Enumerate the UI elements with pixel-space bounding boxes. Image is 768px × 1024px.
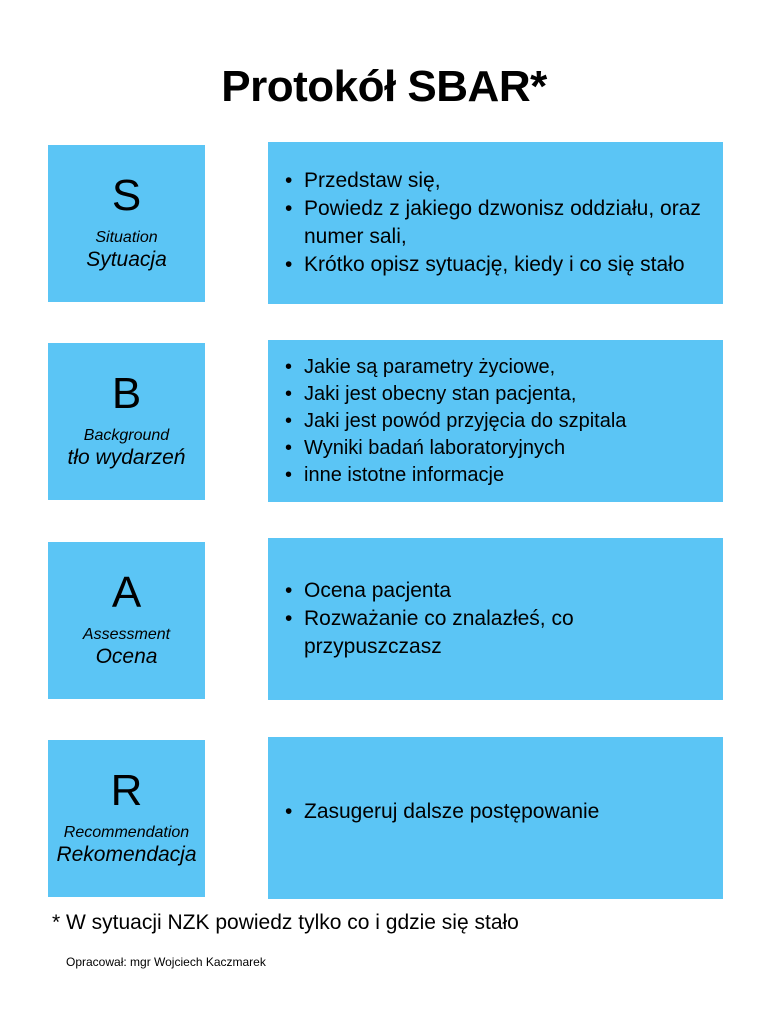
situation-list: [282, 167, 717, 279]
section-polish-label: Sytuacja: [86, 247, 167, 271]
list-item: • Zasugeruj dalsze postępowanie: [282, 798, 599, 826]
section-english-label: Recommendation: [63, 823, 190, 841]
page-title: Protokół SBAR*: [221, 62, 547, 111]
assessment-content-box: [268, 538, 723, 700]
section-polish-label: Rekomendacja: [56, 842, 197, 866]
list-item: • inne istotne informacje: [282, 462, 626, 489]
section-letter: S: [111, 170, 142, 220]
list-item: • Rozważanie co znalazłeś, co przypuszczasz: [282, 605, 717, 661]
assessment-letter-box: [48, 542, 205, 699]
list-item: • Jaki jest powód przyjęcia do szpitala: [282, 408, 626, 435]
list-item: • Krótko opisz sytuację, kiedy i co się stało: [282, 251, 717, 279]
section-letter: R: [110, 765, 143, 815]
section-polish-label: Ocena: [95, 644, 158, 668]
situation-content-box: [268, 142, 723, 304]
section-english-label: Assessment: [82, 625, 171, 643]
background-letter-box: [48, 343, 205, 500]
recommendation-list: [282, 798, 599, 826]
recommendation-content-box: [268, 737, 723, 899]
section-letter: A: [111, 567, 142, 617]
section-polish-label: tło wydarzeń: [67, 445, 186, 469]
section-english-label: Situation: [95, 228, 158, 246]
assessment-list: [282, 577, 717, 661]
background-content-box: [268, 340, 723, 502]
list-item: • Wyniki badań laboratoryjnych: [282, 435, 626, 462]
footnote: * W sytuacji NZK powiedz tylko co i gdzie się stało: [52, 911, 519, 934]
section-letter: B: [111, 368, 142, 418]
list-item: • Przedstaw się,: [282, 167, 717, 195]
recommendation-letter-box: [48, 740, 205, 897]
section-english-label: Background: [83, 426, 170, 444]
list-item: • Jaki jest obecny stan pacjenta,: [282, 381, 626, 408]
situation-letter-box: [48, 145, 205, 302]
list-item: • Jakie są parametry życiowe,: [282, 354, 626, 381]
background-list: [282, 354, 626, 489]
list-item: • Ocena pacjenta: [282, 577, 717, 605]
list-item: • Powiedz z jakiego dzwonisz oddziału, oraz numer sali,: [282, 195, 717, 251]
author-credit: Opracował: mgr Wojciech Kaczmarek: [66, 955, 266, 969]
